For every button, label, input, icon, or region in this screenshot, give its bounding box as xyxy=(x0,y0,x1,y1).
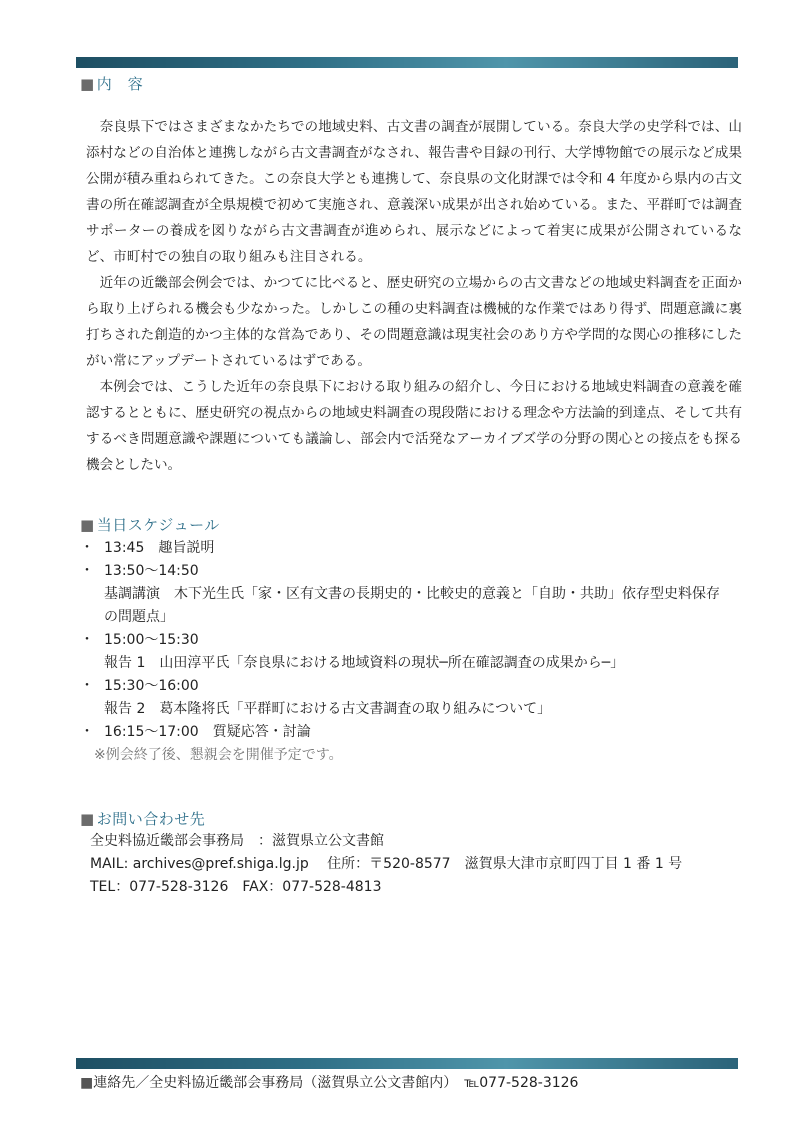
square-bullet-icon: ■ xyxy=(80,75,95,93)
footer-text: 連絡先／全史料協近畿部会事務局（滋賀県立公文書館内） ℡077-528-3126 xyxy=(93,1075,579,1091)
schedule-detail: 報告 2 葛本隆将氏「平群町における古文書調査の取り組みについて」 xyxy=(104,701,552,717)
schedule-desc: 趣旨説明 xyxy=(158,540,215,556)
schedule-detail: 報告 1 山田淳平氏「奈良県における地域資料の現状─所在確認調査の成果から─」 xyxy=(104,655,625,671)
square-bullet-icon: ■ xyxy=(80,810,95,828)
bullet: ・ xyxy=(80,632,94,648)
contact-heading-label: お問い合わせ先 xyxy=(96,810,206,828)
content-paragraph-1: 奈良県下ではさまざまなかたちでの地域史料、古文書の調査が展開している。奈良大学の史学科では、山添村などの自治体と連携しながら古文書調査がなされ、報告書や目録の刊行、大学博物館での展示など成果公開が積み重ねられてきた。この奈良大学とも連携して、奈良県の文化財課では令和 4 年度から県内の古文書の所在確認調査が全県規模で初めて実施され、意義深い成果が出され始めている。また、平群町では調査サポーターの養成を図りながら古文書調査が進められ、展示などによって着実に成果が公開されているなど、市町村での独自の取り組みも注目される。 xyxy=(86,119,742,265)
bullet: ・ xyxy=(80,540,94,556)
contact-block xyxy=(90,830,682,899)
schedule-item xyxy=(80,629,750,652)
schedule-detail: の問題点」 xyxy=(104,609,174,625)
schedule-item xyxy=(80,560,750,583)
schedule-heading xyxy=(80,514,220,535)
schedule-list xyxy=(80,537,750,767)
schedule-time: 13:45 xyxy=(104,540,145,556)
schedule-detail: 基調講演 木下光生氏「家・区有文書の長期史的・比較史的意義と「自助・共助」依存型史料保存 xyxy=(104,586,720,602)
contact-office: 全史料協近畿部会事務局 ：滋賀県立公文書館 xyxy=(90,833,384,849)
schedule-time: 13:50〜14:50 xyxy=(104,563,199,579)
contact-heading xyxy=(80,808,205,829)
content-paragraph-2: 近年の近畿部会例会では、かつてに比べると、歴史研究の立場からの古文書などの地域史料調査を正面から取り上げられる機会も少なかった。しかしこの種の史料調査は機械的な作業ではあり得ず、問題意識に裏打ちされた創造的かつ主体的な営為であり、その問題意識は現実社会のあり方や学問的な関心の推移にしたがい常にアップデートされているはずである。 xyxy=(86,275,742,369)
schedule-item xyxy=(80,721,750,744)
content-heading-label: 内 容 xyxy=(96,75,144,93)
contact-mail-address: MAIL: archives@pref.shiga.lg.jp 住所：〒520-8577 滋賀県大津市京町四丁目 1 番 1 号 xyxy=(90,856,683,872)
schedule-time: 15:30〜16:00 xyxy=(104,678,199,694)
bullet: ・ xyxy=(80,678,94,694)
content-paragraph-3: 本例会では、こうした近年の奈良県下における取り組みの紹介し、今日における地域史料調査の意義を確認するとともに、歴史研究の視点からの地域史料調査の現段階における理念や方法論的到達点、そして共有するべき問題意識や課題についても議論し、部会内で活発なアーカイブズ学の分野の関心との接点をも探る機会としたい。 xyxy=(86,379,742,473)
bullet: ・ xyxy=(80,563,94,579)
square-bullet-icon: ■ xyxy=(80,516,95,534)
schedule-note: ※例会終了後、懇親会を開催予定です。 xyxy=(94,747,343,763)
schedule-time: 16:15〜17:00 xyxy=(104,724,199,740)
square-bullet-icon: ■ xyxy=(80,1075,94,1091)
contact-tel-fax: TEL：077-528-3126 FAX：077-528-4813 xyxy=(90,879,382,895)
footer-rule xyxy=(76,1058,738,1069)
schedule-item xyxy=(80,675,750,698)
schedule-item xyxy=(80,537,750,560)
bullet: ・ xyxy=(80,724,94,740)
schedule-desc: 質疑応答・討論 xyxy=(212,724,311,740)
schedule-time: 15:00〜15:30 xyxy=(104,632,199,648)
footer xyxy=(80,1072,578,1092)
header-rule xyxy=(76,57,738,68)
schedule-heading-label: 当日スケジュール xyxy=(96,516,220,534)
content-heading xyxy=(80,73,143,94)
